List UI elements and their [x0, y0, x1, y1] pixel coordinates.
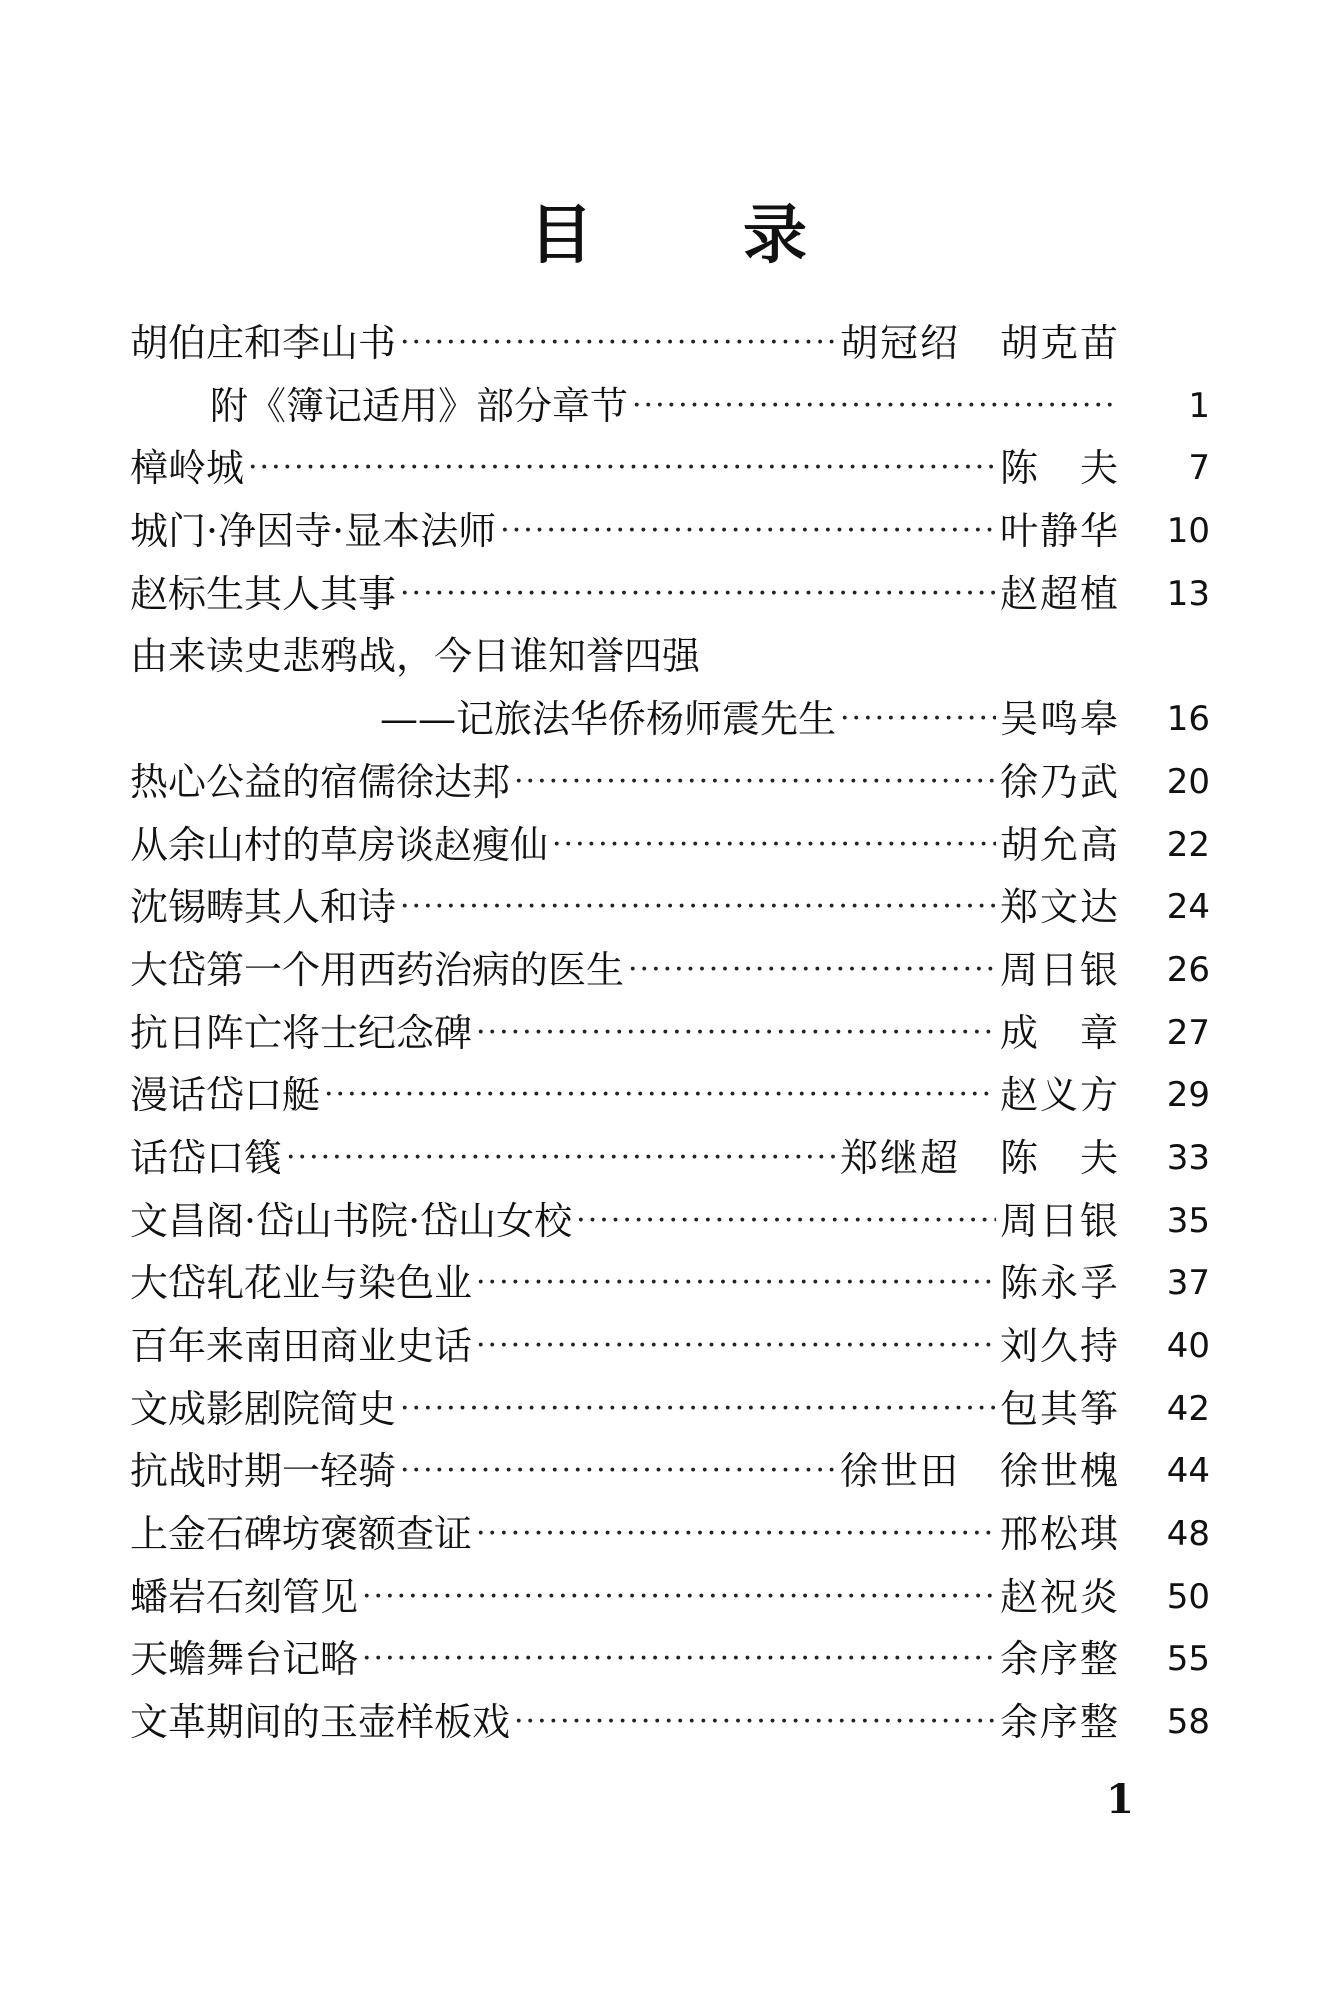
toc-entry-page: 10 [1166, 511, 1210, 552]
dot-leader [552, 814, 996, 877]
toc-entry [130, 437, 1210, 500]
toc-entry [130, 1315, 1210, 1378]
toc-entry-page: 7 [1188, 448, 1210, 489]
toc-entry [130, 688, 1210, 751]
toc-entry-line [130, 1378, 1120, 1441]
toc-entry-page: 13 [1166, 573, 1210, 614]
toc-entry-line [130, 1064, 1120, 1127]
toc-entry-author: 包其筝 [999, 1386, 1120, 1431]
toc-entry [130, 814, 1210, 877]
toc-entry-page: 44 [1166, 1451, 1210, 1492]
toc-entry-author: 赵义方 [999, 1073, 1120, 1118]
toc-entry-author: 周日银 [999, 1198, 1120, 1243]
dot-leader [400, 876, 996, 939]
toc-entry-author: 成 章 [999, 1010, 1120, 1055]
toc-entry-line [380, 688, 1120, 751]
toc-entry [130, 876, 1210, 939]
toc-entry-title: 上金石碑坊褒额查证 [130, 1512, 473, 1557]
toc-entry-title: 蟠岩石刻管见 [130, 1574, 359, 1619]
toc-entry-title: 文昌阁·岱山书院·岱山女校 [130, 1198, 573, 1243]
toc-entry-line [130, 1566, 1120, 1629]
toc-entry-line [130, 1190, 1120, 1253]
toc-entry-title: 从余山村的草房谈赵瘦仙 [130, 822, 549, 867]
toc-entry-author: 余序整 [999, 1637, 1120, 1682]
toc-entry-line [210, 375, 1120, 438]
toc-entry-title: 文革期间的玉壶样板戏 [130, 1700, 511, 1745]
toc-entry-line [130, 1252, 1120, 1315]
dot-leader [576, 1190, 996, 1253]
toc-entry-title: 城门·净因寺·显本法师 [130, 509, 497, 554]
toc-entry-author: 周日银 [999, 947, 1120, 992]
toc-entry-title: 樟岭城 [130, 446, 245, 491]
dot-leader [514, 1691, 996, 1754]
toc-entry-author: 赵祝炎 [999, 1574, 1120, 1619]
toc-entry-page: 22 [1166, 824, 1210, 865]
toc-entry-author: 胡允高 [999, 822, 1120, 867]
toc-entry-title: 大岱轧花业与染色业 [130, 1261, 473, 1306]
toc-entry [130, 1691, 1210, 1754]
toc-entry-author: 徐乃武 [999, 759, 1120, 804]
toc-entry-line [130, 625, 1120, 688]
toc-entry-author: 陈 夫 [999, 446, 1120, 491]
toc-entry-title: 附《簿记适用》部分章节 [210, 383, 629, 428]
toc-entry-author: 叶静华 [999, 509, 1120, 554]
toc-entry-page: 20 [1166, 761, 1210, 802]
toc-entry-title: 漫话岱口艇 [130, 1073, 321, 1118]
toc-entry-page: 40 [1166, 1326, 1210, 1366]
toc-entry [130, 939, 1210, 1002]
toc-entry-page: 26 [1166, 949, 1210, 990]
dot-leader [248, 437, 996, 500]
toc-entry-author: 邢松琪 [999, 1512, 1120, 1557]
toc-entry-author: 刘久持 [999, 1324, 1120, 1368]
toc-entry-line [130, 1628, 1120, 1691]
toc-entry-author: 余序整 [999, 1700, 1120, 1745]
page-title: 目录 [529, 198, 957, 273]
toc-entry [130, 1503, 1210, 1566]
dot-leader [476, 1252, 996, 1315]
page-number: 1 [1106, 1776, 1134, 1823]
toc-entry [130, 1440, 1210, 1503]
table-of-contents [130, 312, 1210, 1754]
toc-entry-title: 天蟾舞台记略 [130, 1637, 359, 1682]
toc-entry-title: 由来读史悲鸦战，今日谁知誉四强 [130, 634, 701, 679]
toc-entry-line [130, 1127, 1120, 1190]
toc-entry-author: 吴鸣皋 [999, 697, 1120, 742]
dot-leader [476, 1503, 996, 1566]
toc-entry-author: 郑文达 [999, 885, 1120, 930]
toc-entry-title: 百年来南田商业史话 [130, 1324, 473, 1368]
toc-entry-page: 24 [1166, 887, 1210, 928]
toc-entry [130, 1566, 1210, 1629]
toc-entry [130, 1002, 1210, 1065]
dot-leader [840, 688, 996, 751]
toc-entry-title: 胡伯庄和李山书 [130, 321, 397, 365]
toc-entry-title: 热心公益的宿儒徐达邦 [130, 759, 511, 804]
toc-entry-author: 陈永孚 [999, 1261, 1120, 1306]
dot-leader [324, 1064, 996, 1127]
toc-entry [130, 500, 1210, 563]
toc-entry [130, 1378, 1210, 1441]
dot-leader [628, 939, 996, 1002]
dot-leader [400, 312, 836, 375]
toc-entry-author: 郑继超 陈 夫 [839, 1135, 1120, 1180]
toc-entry-title: 沈锡畴其人和诗 [130, 885, 397, 930]
toc-entry-title: 文成影剧院简史 [130, 1386, 397, 1431]
toc-entry-page: 27 [1166, 1012, 1210, 1053]
toc-entry-line [130, 1691, 1120, 1754]
toc-entry-line [130, 1440, 1120, 1503]
toc-entry-line [130, 312, 1120, 375]
toc-entry [130, 375, 1210, 438]
toc-entry-page: 1 [1188, 385, 1210, 426]
toc-entry-page: 55 [1166, 1639, 1210, 1680]
toc-entry [130, 1190, 1210, 1253]
toc-entry-title: 大岱第一个用西药治病的医生 [130, 947, 625, 992]
toc-entry-page: 37 [1166, 1263, 1210, 1304]
dot-leader [476, 1315, 996, 1378]
toc-entry-title: 话岱口篯 [130, 1135, 283, 1180]
toc-entry-line [130, 814, 1120, 877]
toc-entry-title: ——记旅法华侨杨师震先生 [380, 697, 837, 742]
toc-entry-line [130, 563, 1120, 626]
dot-leader [514, 751, 996, 814]
toc-entry-line [130, 939, 1120, 1002]
toc-entry-line [130, 876, 1120, 939]
toc-entry [130, 625, 1210, 688]
toc-entry-author: 徐世田 徐世槐 [839, 1449, 1120, 1494]
toc-entry-page: 42 [1166, 1388, 1210, 1429]
toc-entry-line [130, 437, 1120, 500]
dot-leader [632, 375, 1116, 438]
toc-entry-title: 抗战时期一轻骑 [130, 1449, 397, 1494]
toc-entry-author: 赵超植 [999, 571, 1120, 616]
toc-entry-page: 35 [1166, 1200, 1210, 1241]
dot-leader [476, 1002, 996, 1065]
toc-entry-title: 抗日阵亡将士纪念碑 [130, 1010, 473, 1055]
toc-entry-line [130, 1002, 1120, 1065]
toc-entry [130, 563, 1210, 626]
toc-entry-page: 16 [1166, 699, 1210, 740]
dot-leader [362, 1628, 996, 1691]
toc-entry-line [130, 1503, 1120, 1566]
toc-entry [130, 1252, 1210, 1315]
dot-leader [400, 1378, 996, 1441]
toc-entry-line [130, 1315, 1120, 1378]
toc-entry-page: 48 [1166, 1514, 1210, 1555]
dot-leader [400, 563, 996, 626]
toc-entry-line [130, 751, 1120, 814]
toc-entry [130, 1127, 1210, 1190]
toc-entry-page: 58 [1166, 1702, 1210, 1743]
dot-leader [362, 1566, 996, 1629]
toc-entry [130, 312, 1210, 375]
toc-entry-author: 胡冠绍 胡克苗 [839, 321, 1120, 365]
toc-entry-line [130, 500, 1120, 563]
dot-leader [286, 1127, 836, 1190]
toc-entry-title: 赵标生其人其事 [130, 571, 397, 616]
dot-leader [400, 1440, 836, 1503]
toc-entry-page: 50 [1166, 1576, 1210, 1617]
toc-entry [130, 1628, 1210, 1691]
toc-entry-page: 33 [1166, 1137, 1210, 1178]
toc-entry [130, 1064, 1210, 1127]
toc-entry-page: 29 [1166, 1075, 1210, 1116]
toc-entry [130, 751, 1210, 814]
dot-leader [500, 500, 996, 563]
